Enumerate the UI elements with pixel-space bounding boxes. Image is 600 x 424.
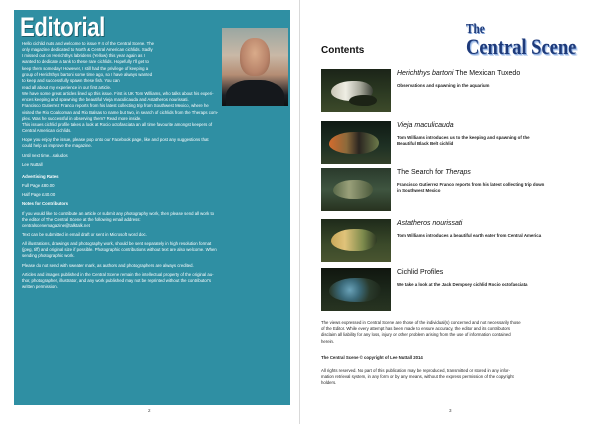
contents-entry-bartoni[interactable] bbox=[321, 69, 583, 113]
thumb-nourissati bbox=[321, 219, 391, 262]
rate-half-page: Half Page £40.00 bbox=[22, 192, 56, 198]
editorial-body-line: plex. Was he successful in observing them? Read more inside. bbox=[22, 115, 142, 121]
contents-entry-profiles[interactable] bbox=[321, 268, 583, 312]
entry-heading: Vieja maculicauda bbox=[397, 122, 454, 129]
entry-description: Tom Williams introduces a beautiful earth eater from Central America bbox=[397, 233, 542, 238]
editorial-closing-line: could help us improve the magazine. bbox=[22, 143, 92, 149]
editorial-body-line: Central American cichlids. bbox=[22, 128, 72, 134]
notes-line: thor, photographer, illustrator, and any work published may not be reprinted without the contributor's bbox=[22, 277, 212, 283]
fish-image bbox=[329, 132, 379, 154]
contributor-email-link[interactable]: centralscenemagazine@talktalk.net bbox=[22, 222, 90, 228]
thumb-profiles bbox=[321, 268, 391, 311]
central-scene-logo bbox=[466, 22, 584, 62]
disclaimer-line: disclaim all liability for any loss, injury or other problem arising from the use of information contained bbox=[321, 332, 511, 338]
editorial-body-line: We have some great articles lined up this issue. First is UK Tom Williams, who talks about his experi- bbox=[22, 91, 214, 97]
editorial-body-line: visited the Rio Coalcoman and Rio Balsas to name but two, in search of cichlids from the Theraps com- bbox=[22, 109, 219, 115]
disclaimer-line: of the Editor. While every attempt has been made to ensure accuracy, the editor and its contributors bbox=[321, 326, 511, 332]
page-number-left: 2 bbox=[148, 408, 151, 413]
editorial-title: Editorial bbox=[20, 12, 105, 42]
editorial-intro-line: keep them someday! However, I still had the privilege of keeping a bbox=[22, 65, 149, 71]
rights-block bbox=[321, 368, 587, 387]
entry-heading: Cichlid Profiles bbox=[397, 269, 444, 276]
editorial-body-line: This issues cichlid profile takes a look at Rocio octofasciata an all time favourite amongst keepers of bbox=[22, 121, 213, 127]
fish-image bbox=[331, 229, 377, 251]
notes-line: Articles and images published in the Central Scene remain the intellectual property of the original au- bbox=[22, 271, 214, 277]
rights-line: mation retrieval system, in any form or by any means, without the express permission of the copyright bbox=[321, 374, 514, 380]
logo-the: The bbox=[466, 22, 485, 37]
contents-entry-theraps[interactable] bbox=[321, 168, 583, 212]
logo-central-scene: Central Scene bbox=[466, 34, 577, 59]
entry-heading: The Search for Theraps bbox=[397, 169, 471, 176]
editorial-signoff: Until next time...saludos bbox=[22, 152, 68, 158]
editorial-body-line: read all about my experience in our first article. bbox=[22, 85, 112, 90]
copyright-line: The Central Scene © copyright of Lee Nuttall 2014 bbox=[321, 355, 423, 360]
editorial-intro-line: Hello cichlid nuts and welcome to issue # 4 of the Central Scene. The bbox=[22, 41, 155, 46]
entry-heading: Astatheros nourissati bbox=[397, 220, 463, 227]
disclaimer bbox=[321, 320, 587, 345]
page-number-right: 3 bbox=[449, 408, 452, 413]
editorial-author: Lee Nuttall bbox=[22, 161, 43, 167]
advertising-heading: Advertising Rates bbox=[22, 173, 59, 179]
fish-image bbox=[329, 278, 381, 302]
fish-shadow bbox=[349, 95, 377, 106]
thumb-bartoni bbox=[321, 69, 391, 112]
thumb-maculicauda bbox=[321, 121, 391, 164]
editorial-body-line: Francisco Gutierrez Franco reports from his latest collecting trip from Southwest Mexico, where he bbox=[22, 103, 209, 109]
editorial-intro bbox=[22, 41, 204, 84]
contents-entry-nourissati[interactable] bbox=[321, 219, 583, 263]
notes-line: Text can be submitted in email draft or sent in Microsoft word doc. bbox=[22, 231, 147, 237]
rate-full-page: Full Page £80.00 bbox=[22, 183, 55, 189]
notes-line: sending photographic work. bbox=[22, 253, 75, 259]
editorial-intro-line: wanted to dedicate a tank to these rare cichlids. Hopefully I'll get to bbox=[22, 59, 149, 65]
contributors-heading: Notes for Contributors bbox=[22, 201, 69, 207]
contents-title: Contents bbox=[321, 45, 365, 56]
editorial-intro-line: only magazine dedicated to North & Central American cichlids. Sadly bbox=[22, 47, 153, 53]
entry-heading: Herichthys bartoni The Mexican Tuxedo bbox=[397, 70, 521, 77]
entry-description: Tom Williams introduces us to the keeping and spawning of the Beautiful Black Belt cichlid bbox=[397, 135, 530, 147]
rights-line: holders. bbox=[321, 380, 337, 386]
contents-entry-maculicauda[interactable] bbox=[321, 121, 583, 165]
editorial-intro-line: I missed out on Herichthys labridens (Yellow) this year again as I bbox=[22, 53, 145, 59]
disclaimer-line: The views expressed in Central Scene are those of the individual(s) concerned and not necessarily those bbox=[321, 320, 521, 325]
disclaimer-line: herein. bbox=[321, 338, 335, 344]
notes-line: written permission. bbox=[22, 284, 58, 290]
entry-description: We take a look at the Jack Dempsey cichlid Rocio octofasciata bbox=[397, 282, 528, 287]
editorial-body bbox=[22, 85, 276, 290]
editorial-body-line: ences keeping and spawning the beautiful Vieja maculicauda and Astatheros nourissati. bbox=[22, 97, 189, 103]
entry-description: Observations and spawning in the aquarium bbox=[397, 83, 490, 88]
editorial-closing-line: Hope you enjoy the issue, please pop onto our Facebook page, like and post any suggestions that bbox=[22, 137, 209, 143]
thumb-theraps bbox=[321, 168, 391, 211]
editorial-intro-line: to keep and successfully spawn these fish. You can bbox=[22, 77, 120, 83]
rights-line: All rights reserved. No part of this publication may be reproduced, transmitted or stored in any infor- bbox=[321, 368, 510, 373]
contributors-line: If you would like to contribute an article or submit any photography work, then please send all work to bbox=[22, 210, 215, 216]
copyright-block bbox=[321, 355, 587, 361]
right-page bbox=[300, 0, 600, 424]
notes-line: (jpeg, tiff) and original size if possible. Photographic contributions without text are also welcome. When bbox=[22, 247, 217, 253]
fish-image bbox=[333, 180, 373, 199]
notes-line: Please do not send with sweater mark, as authors and photographers are always credited. bbox=[22, 262, 194, 268]
contributors-line: the editor of The Central Scene at the following email address: bbox=[22, 216, 141, 222]
editor-photo-head bbox=[240, 38, 270, 76]
entry-description: Francisco Gutierrez Franco reports from his latest collecting trip down in Southwest Mexico bbox=[397, 182, 545, 194]
notes-line: All illustrations, drawings and photography work, should be sent separately in high resolution format bbox=[22, 241, 212, 247]
editorial-intro-line: group of Herichthys bartoni some time ago, so I have always wanted bbox=[22, 71, 153, 77]
